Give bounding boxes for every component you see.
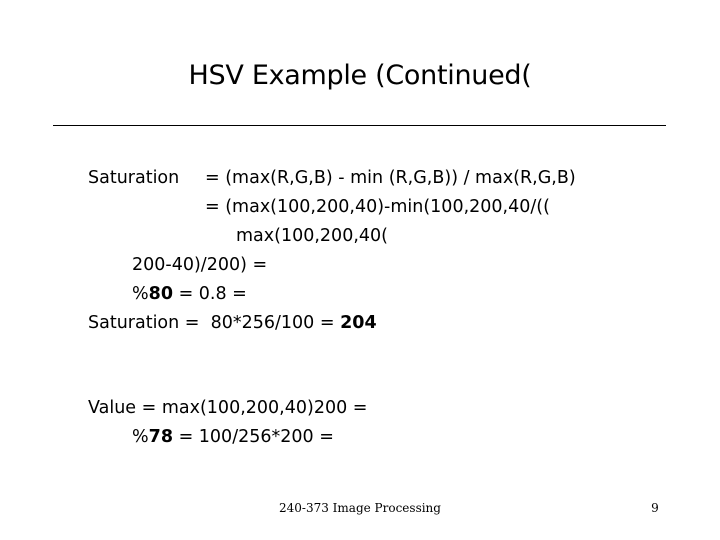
saturation-formula-line2: = (max(100,200,40)-min(100,200,40/(( (205, 197, 550, 217)
saturation-label: Saturation (88, 168, 180, 188)
percent-sign: % (132, 284, 149, 304)
title-divider (53, 125, 666, 126)
saturation-result (88, 312, 377, 334)
saturation-step-percent (132, 283, 247, 305)
value-line2-rest: = 100/256*200 = (173, 427, 334, 447)
saturation-result-value: 204 (340, 313, 377, 333)
value-percent-value: 78 (148, 427, 173, 447)
value-line2 (132, 426, 334, 448)
footer-course: 240-373 Image Processing (279, 501, 441, 515)
saturation-formula-line3: max(100,200,40( (236, 226, 388, 246)
saturation-step-division: 200-40)/200) = (132, 255, 268, 275)
percent-sign: % (132, 427, 149, 447)
slide-title: HSV Example (Continued( (188, 60, 532, 91)
saturation-formula-line1: = (max(R,G,B) - min (R,G,B)) / max(R,G,B) (205, 168, 576, 188)
value-line1: Value = max(100,200,40)200 = (88, 398, 368, 418)
page-number: 9 (651, 501, 659, 515)
saturation-result-expression: Saturation = 80*256/100 = (88, 313, 341, 333)
saturation-percent-rest: = 0.8 = (173, 284, 247, 304)
saturation-percent-value: 80 (148, 284, 173, 304)
